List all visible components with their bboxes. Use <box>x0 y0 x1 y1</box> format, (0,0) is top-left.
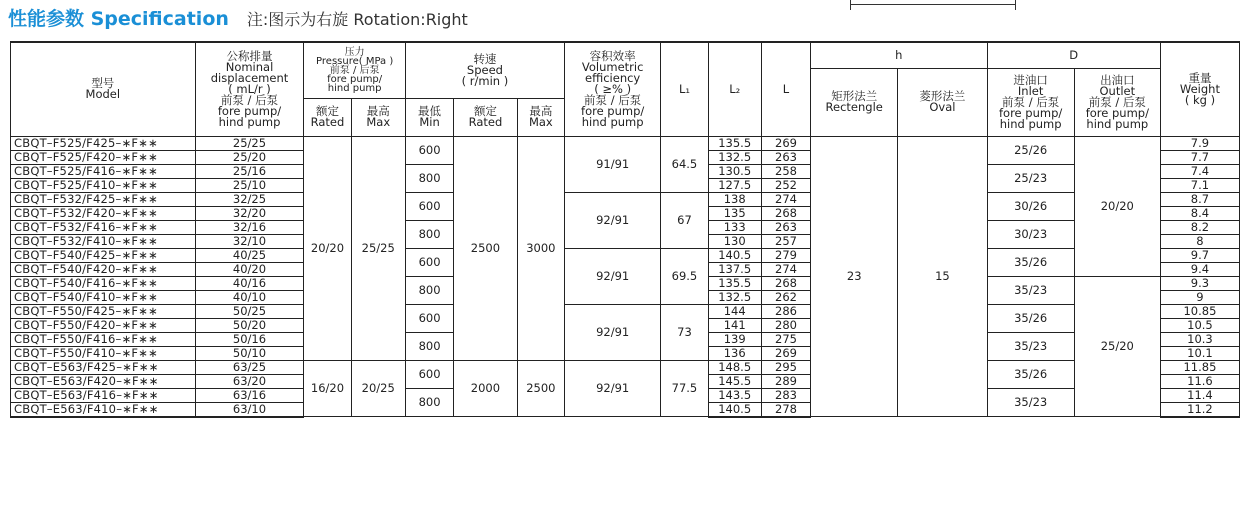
cell-disp: 50/16 <box>195 332 304 346</box>
cell-weight: 9 <box>1160 290 1239 304</box>
cell-pressure-rated: 20/20 <box>304 136 351 360</box>
cell-model: CBQT–F540/F410–∗F∗∗ <box>11 290 196 304</box>
cell-l: 257 <box>761 234 810 248</box>
cell-l2: 130.5 <box>708 164 761 178</box>
cell-weight: 7.7 <box>1160 150 1239 164</box>
cell-inlet: 35/26 <box>987 248 1074 276</box>
cell-l: 275 <box>761 332 810 346</box>
cell-model: CBQT–E563/F425–∗F∗∗ <box>11 360 196 374</box>
header-l: L <box>761 42 810 136</box>
cell-l: 263 <box>761 150 810 164</box>
specification-table <box>10 41 1240 418</box>
cell-l: 289 <box>761 374 810 388</box>
cell-speed-min: 600 <box>405 136 453 164</box>
cell-inlet: 25/23 <box>987 164 1074 192</box>
cell-l2: 139 <box>708 332 761 346</box>
cell-inlet: 35/26 <box>987 360 1074 388</box>
cell-l2: 144 <box>708 304 761 318</box>
cell-disp: 50/25 <box>195 304 304 318</box>
header-oval: 菱形法兰 Oval <box>898 68 987 136</box>
cell-speed-rated: 2000 <box>454 360 518 417</box>
cell-l: 263 <box>761 220 810 234</box>
cell-l2: 138 <box>708 192 761 206</box>
cell-weight: 11.6 <box>1160 374 1239 388</box>
cell-model: CBQT–F532/F416–∗F∗∗ <box>11 220 196 234</box>
cell-weight: 10.1 <box>1160 346 1239 360</box>
cell-disp: 50/20 <box>195 318 304 332</box>
cell-l2: 135 <box>708 206 761 220</box>
cell-l2: 141 <box>708 318 761 332</box>
cell-weight: 7.9 <box>1160 136 1239 150</box>
cell-disp: 40/25 <box>195 248 304 262</box>
header-outlet: 出油口 Outlet 前泵 / 后泵 fore pump/ hind pump <box>1074 68 1160 136</box>
cell-inlet: 35/26 <box>987 304 1074 332</box>
cell-efficiency: 92/91 <box>564 248 660 304</box>
cell-l: 268 <box>761 276 810 290</box>
header-pressure: 压力 Pressure( MPa ) 前泵 / 后泵 fore pump/ hind pump <box>304 42 406 98</box>
cell-model: CBQT–F532/F410–∗F∗∗ <box>11 234 196 248</box>
cell-disp: 32/25 <box>195 192 304 206</box>
cell-l2: 143.5 <box>708 388 761 402</box>
cell-model: CBQT–E563/F420–∗F∗∗ <box>11 374 196 388</box>
cell-l2: 130 <box>708 234 761 248</box>
cell-weight: 11.85 <box>1160 360 1239 374</box>
header-inlet: 进油口 Inlet 前泵 / 后泵 fore pump/ hind pump <box>987 68 1074 136</box>
header-displacement: 公称排量 Nominal displacement ( mL/r ) 前泵 / 后泵 fore pump/ hind pump <box>195 42 304 136</box>
cell-model: CBQT–F540/F425–∗F∗∗ <box>11 248 196 262</box>
cell-disp: 63/25 <box>195 360 304 374</box>
cell-inlet: 35/23 <box>987 332 1074 360</box>
cell-model: CBQT–F525/F410–∗F∗∗ <box>11 178 196 192</box>
cell-model: CBQT–F525/F416–∗F∗∗ <box>11 164 196 178</box>
cell-l: 269 <box>761 136 810 150</box>
cell-l2: 136 <box>708 346 761 360</box>
cell-weight: 11.2 <box>1160 402 1239 417</box>
table-row <box>11 248 1240 262</box>
rotation-note: 注:图示为右旋 Rotation:Right <box>246 10 468 29</box>
header-l1: L₁ <box>661 42 708 136</box>
header-weight: 重量 Weight ( kg ) <box>1160 42 1239 136</box>
cell-disp: 25/20 <box>195 150 304 164</box>
cell-l: 280 <box>761 318 810 332</box>
cell-disp: 32/20 <box>195 206 304 220</box>
cell-l2: 145.5 <box>708 374 761 388</box>
cell-weight: 8 <box>1160 234 1239 248</box>
table-row <box>11 304 1240 318</box>
dimension-tick-right <box>1015 0 1016 10</box>
cell-model: CBQT–F540/F416–∗F∗∗ <box>11 276 196 290</box>
cell-speed-min: 800 <box>405 276 453 304</box>
cell-l: 258 <box>761 164 810 178</box>
cell-weight: 11.4 <box>1160 388 1239 402</box>
cell-efficiency: 92/91 <box>564 192 660 248</box>
cell-speed-min: 800 <box>405 332 453 360</box>
cell-disp: 25/10 <box>195 178 304 192</box>
cell-l: 268 <box>761 206 810 220</box>
header-h: h <box>811 42 987 68</box>
cell-model: CBQT–E563/F416–∗F∗∗ <box>11 388 196 402</box>
cell-model: CBQT–F550/F425–∗F∗∗ <box>11 304 196 318</box>
cell-disp: 32/10 <box>195 234 304 248</box>
cell-l1: 69.5 <box>661 248 708 304</box>
header-speed-max: 最高 Max <box>517 98 564 136</box>
cell-disp: 63/20 <box>195 374 304 388</box>
cell-weight: 10.5 <box>1160 318 1239 332</box>
cell-model: CBQT–E563/F410–∗F∗∗ <box>11 402 196 417</box>
cell-model: CBQT–F525/F425–∗F∗∗ <box>11 136 196 150</box>
cell-model: CBQT–F550/F416–∗F∗∗ <box>11 332 196 346</box>
cell-l: 274 <box>761 262 810 276</box>
cell-weight: 9.7 <box>1160 248 1239 262</box>
cell-l2: 135.5 <box>708 276 761 290</box>
cell-weight: 8.7 <box>1160 192 1239 206</box>
cell-speed-min: 800 <box>405 220 453 248</box>
header-speed-rated: 额定 Rated <box>454 98 518 136</box>
cell-efficiency: 92/91 <box>564 360 660 417</box>
cell-disp: 40/16 <box>195 276 304 290</box>
cell-speed-max: 3000 <box>517 136 564 360</box>
cell-speed-min: 600 <box>405 248 453 276</box>
cell-disp: 40/10 <box>195 290 304 304</box>
cell-disp: 63/10 <box>195 402 304 417</box>
cell-l2: 132.5 <box>708 150 761 164</box>
cell-disp: 25/16 <box>195 164 304 178</box>
cell-l: 274 <box>761 192 810 206</box>
cell-l: 262 <box>761 290 810 304</box>
cell-l2: 140.5 <box>708 248 761 262</box>
cell-l2: 132.5 <box>708 290 761 304</box>
cell-weight: 8.4 <box>1160 206 1239 220</box>
header-d: D <box>987 42 1160 68</box>
cell-disp: 63/16 <box>195 388 304 402</box>
cell-speed-min: 800 <box>405 388 453 417</box>
cell-l2: 133 <box>708 220 761 234</box>
header-pressure-max: 最高 Max <box>351 98 405 136</box>
cell-disp: 25/25 <box>195 136 304 150</box>
cell-l2: 135.5 <box>708 136 761 150</box>
cell-l: 283 <box>761 388 810 402</box>
table-row <box>11 192 1240 206</box>
header-model: 型号 Model <box>11 42 196 136</box>
cell-l1: 67 <box>661 192 708 248</box>
cell-efficiency: 91/91 <box>564 136 660 192</box>
cell-oval: 15 <box>898 136 987 417</box>
cell-weight: 9.3 <box>1160 276 1239 290</box>
cell-model: CBQT–F525/F420–∗F∗∗ <box>11 150 196 164</box>
cell-speed-min: 600 <box>405 304 453 332</box>
cell-l1: 64.5 <box>661 136 708 192</box>
cell-l: 279 <box>761 248 810 262</box>
cell-l2: 140.5 <box>708 402 761 417</box>
cell-l2: 137.5 <box>708 262 761 276</box>
header-pressure-rated: 额定 Rated <box>304 98 351 136</box>
cell-l: 278 <box>761 402 810 417</box>
cell-weight: 8.2 <box>1160 220 1239 234</box>
cell-weight: 10.85 <box>1160 304 1239 318</box>
cell-weight: 7.4 <box>1160 164 1239 178</box>
dimension-tick-left <box>850 0 851 10</box>
cell-model: CBQT–F550/F410–∗F∗∗ <box>11 346 196 360</box>
cell-rectangle: 23 <box>811 136 898 417</box>
section-title: 性能参数 Specification <box>8 8 229 30</box>
cell-disp: 50/10 <box>195 346 304 360</box>
cell-inlet: 30/26 <box>987 192 1074 220</box>
cell-l2: 148.5 <box>708 360 761 374</box>
dimension-line <box>850 0 1016 12</box>
dimension-line-bar <box>850 4 1016 5</box>
cell-model: CBQT–F532/F420–∗F∗∗ <box>11 206 196 220</box>
cell-weight: 7.1 <box>1160 178 1239 192</box>
header-speed: 转速 Speed ( r/min ) <box>405 42 564 98</box>
title-bar <box>8 4 468 30</box>
cell-pressure-rated: 16/20 <box>304 360 351 417</box>
table-row <box>11 360 1240 374</box>
header-efficiency: 容积效率 Volumetric efficiency ( ≥% ) 前泵 / 后泵 fore pump/ hind pump <box>564 42 660 136</box>
cell-inlet: 30/23 <box>987 220 1074 248</box>
cell-speed-min: 600 <box>405 360 453 388</box>
cell-outlet: 25/20 <box>1074 276 1160 417</box>
cell-speed-min: 800 <box>405 164 453 192</box>
table-body <box>11 136 1240 417</box>
cell-weight: 10.3 <box>1160 332 1239 346</box>
cell-inlet: 35/23 <box>987 388 1074 417</box>
cell-speed-max: 2500 <box>517 360 564 417</box>
cell-model: CBQT–F550/F420–∗F∗∗ <box>11 318 196 332</box>
cell-pressure-max: 25/25 <box>351 136 405 360</box>
header-rectangle: 矩形法兰 Rectengle <box>811 68 898 136</box>
table-row <box>11 136 1240 150</box>
cell-inlet: 25/26 <box>987 136 1074 164</box>
cell-disp: 32/16 <box>195 220 304 234</box>
cell-l: 252 <box>761 178 810 192</box>
cell-l: 269 <box>761 346 810 360</box>
cell-speed-min: 600 <box>405 192 453 220</box>
cell-disp: 40/20 <box>195 262 304 276</box>
cell-outlet: 20/20 <box>1074 136 1160 276</box>
cell-inlet: 35/23 <box>987 276 1074 304</box>
cell-efficiency: 92/91 <box>564 304 660 360</box>
cell-l2: 127.5 <box>708 178 761 192</box>
header-speed-min: 最低 Min <box>405 98 453 136</box>
cell-model: CBQT–F540/F420–∗F∗∗ <box>11 262 196 276</box>
cell-speed-rated: 2500 <box>454 136 518 360</box>
header-l2: L₂ <box>708 42 761 136</box>
cell-l: 286 <box>761 304 810 318</box>
cell-l: 295 <box>761 360 810 374</box>
cell-model: CBQT–F532/F425–∗F∗∗ <box>11 192 196 206</box>
cell-weight: 9.4 <box>1160 262 1239 276</box>
cell-pressure-max: 20/25 <box>351 360 405 417</box>
cell-l1: 77.5 <box>661 360 708 417</box>
cell-l1: 73 <box>661 304 708 360</box>
